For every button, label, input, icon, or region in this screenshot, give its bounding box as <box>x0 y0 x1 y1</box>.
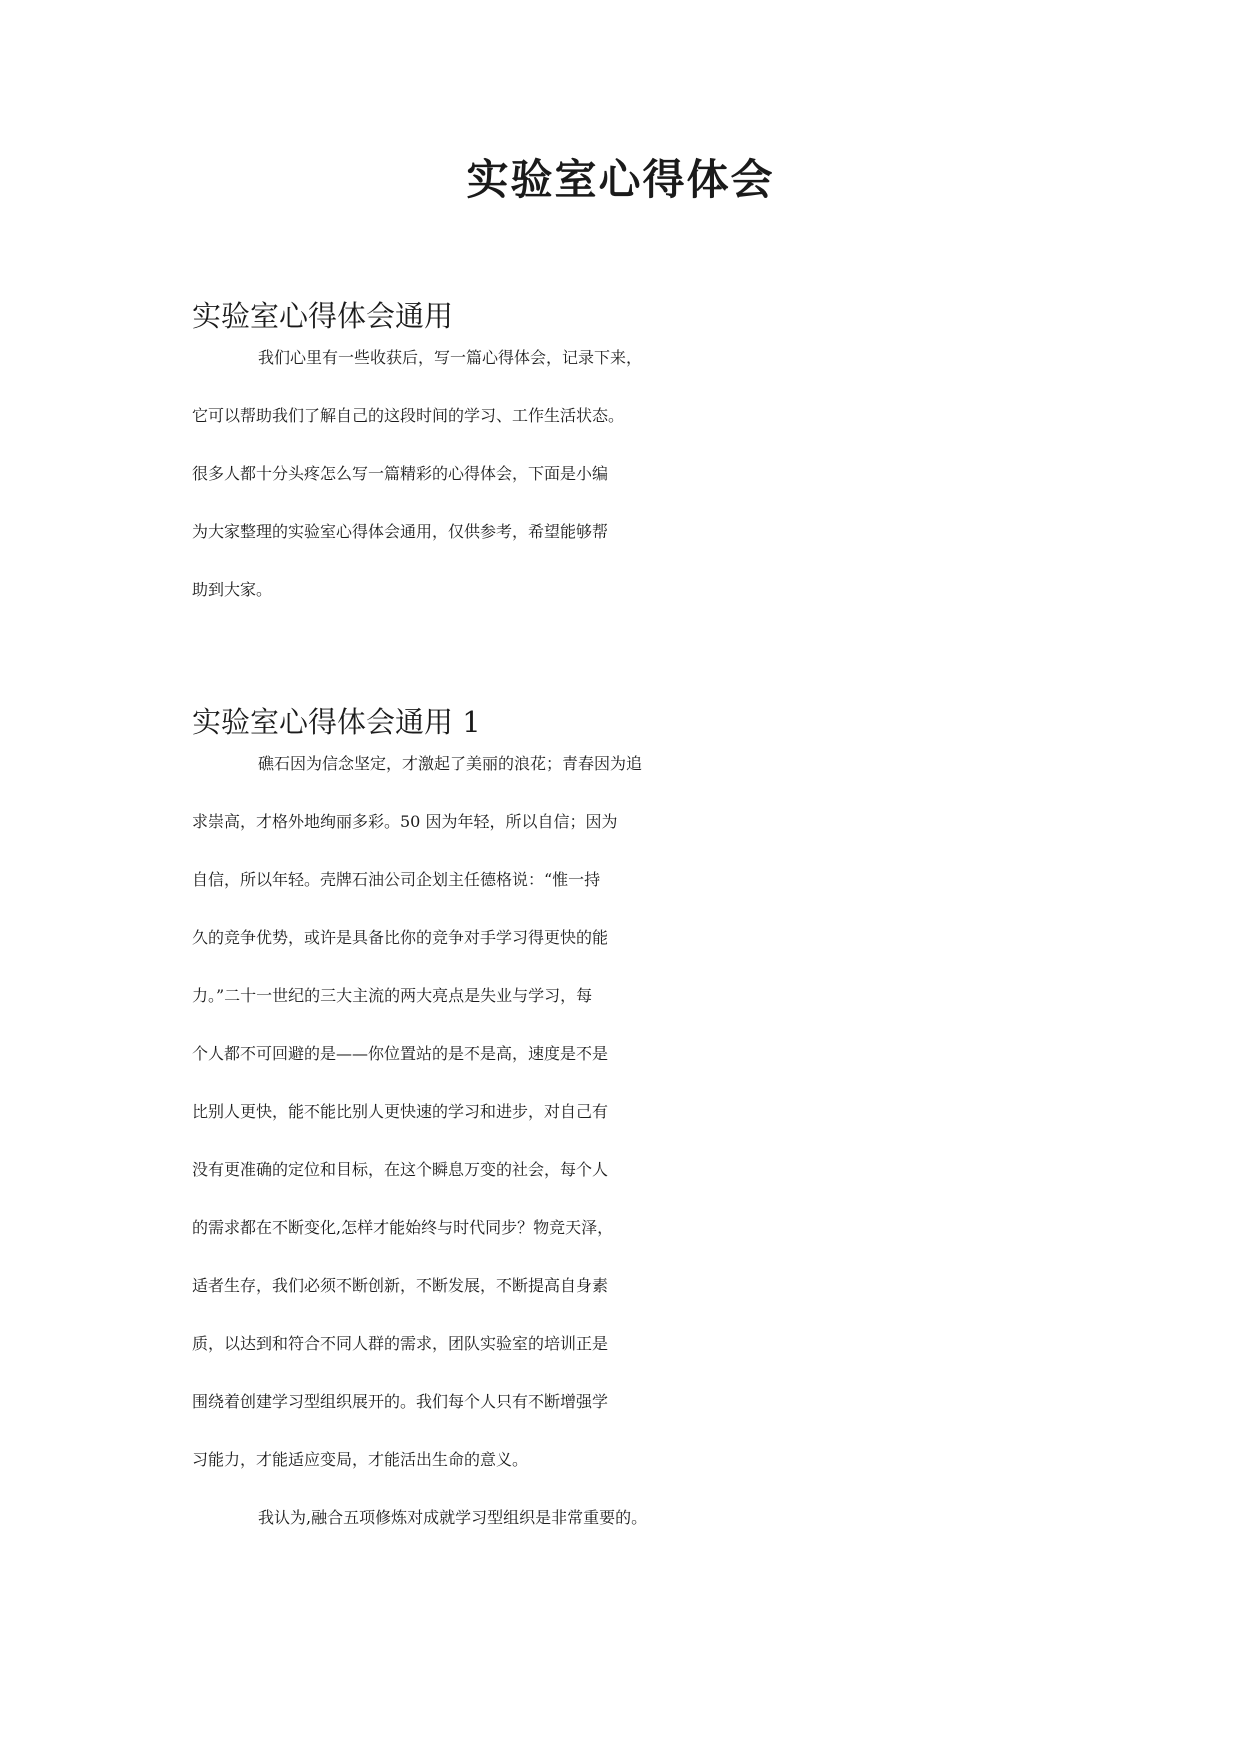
text-line: 适者生存，我们必须不断创新，不断发展，不断提高自身素 <box>192 1276 609 1295</box>
text-line: 很多人都十分头疼怎么写一篇精彩的心得体会，下面是小编 <box>192 464 609 483</box>
document-body <box>192 287 1072 1563</box>
text-line: 围绕着创建学习型组织展开的。我们每个人只有不断增强学 <box>192 1392 609 1411</box>
text-line: 求崇高，才格外地绚丽多彩。50 因为年轻，所以自信；因为 <box>192 812 618 831</box>
text-line: 助到大家。 <box>192 580 273 599</box>
text-line: 久的竞争优势，或许是具备比你的竞争对手学习得更快的能 <box>192 928 609 947</box>
intro-paragraph <box>192 345 1072 635</box>
text-line: 力。”二十一世纪的三大主流的两大亮点是失业与学习，每 <box>192 986 593 1005</box>
text-line: 我们心里有一些收获后，写一篇心得体会，记录下来， <box>258 348 643 367</box>
text-line: 我认为,融合五项修炼对成就学习型组织是非常重要的。 <box>258 1508 648 1527</box>
section-paragraph <box>192 751 1072 1505</box>
document-title: 实验室心得体会 <box>466 155 775 204</box>
text-line: 个人都不可回避的是——你位置站的是不是高，速度是不是 <box>192 1044 609 1063</box>
text-line: 比别人更快，能不能比别人更快速的学习和进步，对自己有 <box>192 1102 609 1121</box>
text-line: 它可以帮助我们了解自己的这段时间的学习、工作生活状态。 <box>192 406 625 425</box>
section-heading: 实验室心得体会通用 1 <box>192 705 481 739</box>
text-line: 为大家整理的实验室心得体会通用，仅供参考，希望能够帮 <box>192 522 609 541</box>
text-line: 没有更准确的定位和目标，在这个瞬息万变的社会，每个人 <box>192 1160 609 1179</box>
text-line: 质，以达到和符合不同人群的需求，团队实验室的培训正是 <box>192 1334 609 1353</box>
text-line: 自信，所以年轻。壳牌石油公司企划主任德格说：“惟一持 <box>192 870 601 889</box>
text-line: 的需求都在不断变化,怎样才能始终与时代同步？物竞天泽， <box>192 1218 614 1237</box>
section-paragraph <box>192 1505 1072 1563</box>
text-line: 习能力，才能适应变局，才能活出生命的意义。 <box>192 1450 529 1469</box>
intro-heading: 实验室心得体会通用 <box>192 299 454 333</box>
text-line: 礁石因为信念坚定，才激起了美丽的浪花；青春因为追 <box>258 754 643 773</box>
